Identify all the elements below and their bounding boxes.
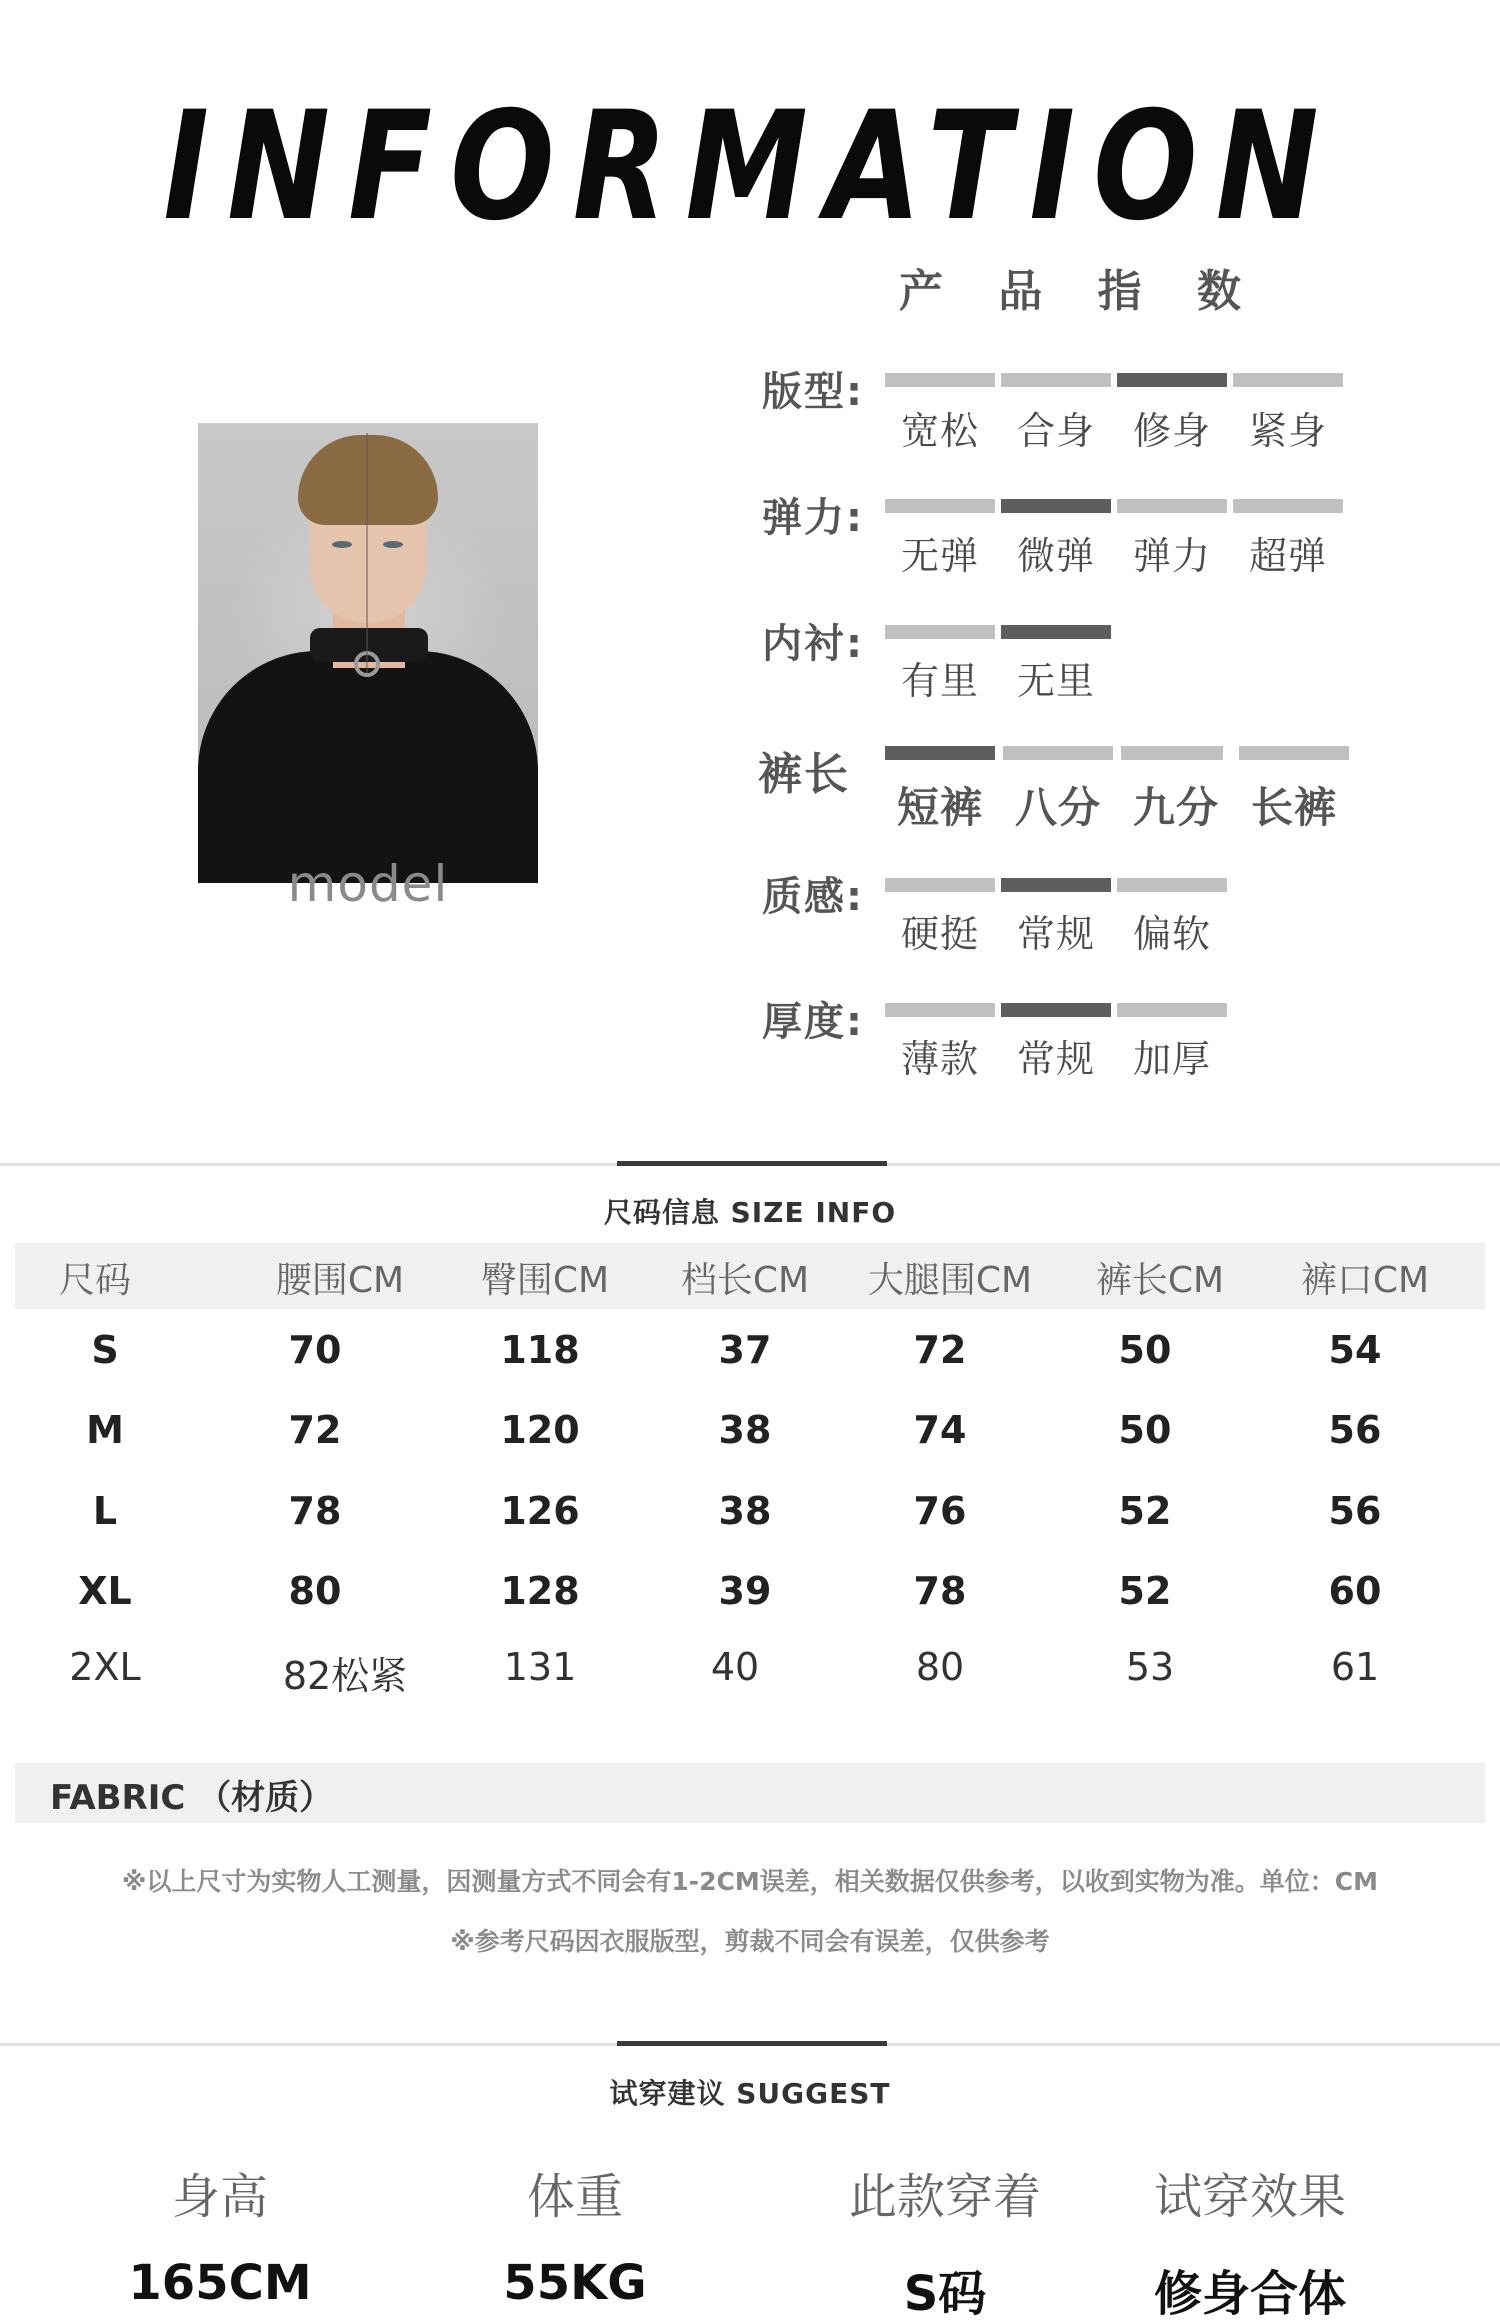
index-option: 有里 [900,659,979,703]
size-table-header-cell: 大腿围CM [867,1260,1033,1301]
table-cell: 118 [500,1328,580,1372]
size-table-header-cell: 档长CM [680,1260,810,1301]
index-bar [1233,373,1343,387]
table-cell: 38 [718,1489,772,1533]
size-table-header-cell: 腰围CM [275,1260,405,1301]
table-cell: 61 [1330,1645,1380,1689]
index-option: 偏软 [1132,912,1211,956]
index-bar [1117,878,1227,892]
index-label-texture: 质感: [762,874,864,920]
suggest-value: 修身合体 [1153,2266,1346,2322]
table-cell: 128 [500,1569,580,1613]
table-cell: 126 [500,1489,580,1533]
table-cell: 72 [288,1408,342,1452]
index-bar-selected [1001,878,1111,892]
table-cell: 56 [1328,1489,1382,1533]
index-option: 九分 [1132,783,1219,832]
suggest-title: 试穿建议 SUGGEST [609,2077,891,2110]
table-cell: 78 [288,1489,342,1533]
index-bar [1117,1003,1227,1017]
size-table-header-cell: 裤口CM [1300,1260,1430,1301]
suggest-value: 165CM [128,2255,312,2311]
index-option: 宽松 [900,409,979,453]
product-index-heading: 产 品 指 数 [899,266,1261,317]
table-cell: 72 [913,1328,967,1372]
index-option-selected: 无里 [1016,659,1095,703]
table-cell: 120 [500,1408,580,1452]
table-cell: 2XL [69,1645,141,1689]
index-option: 超弹 [1248,534,1327,578]
index-label-length: 裤长 [758,749,850,800]
size-table-header-cell: 臀围CM [480,1260,610,1301]
suggest-value: S码 [903,2266,987,2322]
table-cell: 38 [718,1408,772,1452]
table-cell: 56 [1328,1408,1382,1452]
suggest-header: 体重 [526,2169,623,2225]
fabric-label: FABRIC （材质） [50,1778,334,1818]
index-bar [1121,746,1223,760]
index-option: 无弹 [900,534,979,578]
size-info-title: 尺码信息 SIZE INFO [603,1196,897,1229]
table-cell: M [86,1408,124,1452]
index-option-selected: 常规 [1016,1037,1095,1081]
suggest-header: 此款穿着 [848,2169,1041,2225]
size-table-header-cell: 裤长CM [1095,1260,1225,1301]
index-bar-selected [885,746,995,760]
table-cell: 52 [1118,1569,1172,1613]
size-note: ※参考尺码因衣服版型，剪裁不同会有误差，仅供参考 [450,1927,1050,1956]
table-cell: 54 [1328,1328,1382,1372]
index-bar-selected [1001,1003,1111,1017]
index-option: 硬挺 [900,912,979,956]
index-option: 加厚 [1132,1037,1211,1081]
index-option-selected: 微弹 [1016,534,1095,578]
index-bar [885,625,995,639]
index-bar [1233,499,1343,513]
index-option: 紧身 [1248,409,1327,453]
index-option-selected: 短裤 [896,783,983,832]
index-option: 弹力 [1132,534,1211,578]
table-cell: 39 [718,1569,772,1613]
table-cell: 74 [913,1408,967,1452]
table-cell: 53 [1125,1645,1175,1689]
table-cell: 76 [913,1489,967,1533]
table-cell: 50 [1118,1328,1172,1372]
table-cell: 50 [1118,1408,1172,1452]
table-cell: 52 [1118,1489,1172,1533]
index-bar [885,373,995,387]
index-label-fit: 版型: [762,369,864,415]
index-bar [885,499,995,513]
index-bar-selected [1117,373,1227,387]
table-cell: 78 [913,1569,967,1613]
table-cell: 131 [503,1645,577,1689]
section-divider-accent [617,2041,887,2046]
table-cell: 37 [718,1328,772,1372]
index-label-stretch: 弹力: [762,495,864,541]
index-bar [1003,746,1113,760]
table-cell: S [91,1328,119,1372]
size-table-header-cell: 尺码 [58,1260,131,1301]
suggest-header: 试穿效果 [1153,2169,1346,2225]
index-bar-selected [1001,625,1111,639]
index-bar [885,878,995,892]
table-cell: 80 [915,1645,965,1689]
table-cell: 60 [1328,1569,1382,1613]
index-label-thickness: 厚度: [762,999,864,1045]
index-option: 薄款 [900,1037,979,1081]
index-bar [885,1003,995,1017]
index-bar [1117,499,1227,513]
index-option-selected: 常规 [1016,912,1095,956]
suggest-value: 55KG [503,2255,647,2311]
suggest-header: 身高 [171,2169,268,2225]
table-cell: 40 [710,1645,760,1689]
index-label-lining: 内衬: [762,621,864,667]
table-cell: 82松紧 [282,1654,408,1698]
table-cell: L [92,1489,118,1533]
table-cell: XL [78,1569,132,1613]
index-option-selected: 修身 [1132,409,1211,453]
index-option: 八分 [1014,783,1101,832]
index-bar-selected [1001,499,1111,513]
table-cell: 80 [288,1569,342,1613]
size-note: ※以上尺寸为实物人工测量，因测量方式不同会有1-2CM误差，相关数据仅供参考，以收到实物为准。单位：CM [122,1867,1378,1896]
index-bar [1001,373,1111,387]
model-photo [198,423,538,883]
index-option: 长裤 [1250,783,1337,832]
model-label: model [287,855,449,913]
index-bar [1239,746,1349,760]
table-cell: 70 [288,1328,342,1372]
page-title: INFORMATION [163,80,1337,254]
section-divider-accent [617,1161,887,1166]
index-option: 合身 [1016,409,1095,453]
